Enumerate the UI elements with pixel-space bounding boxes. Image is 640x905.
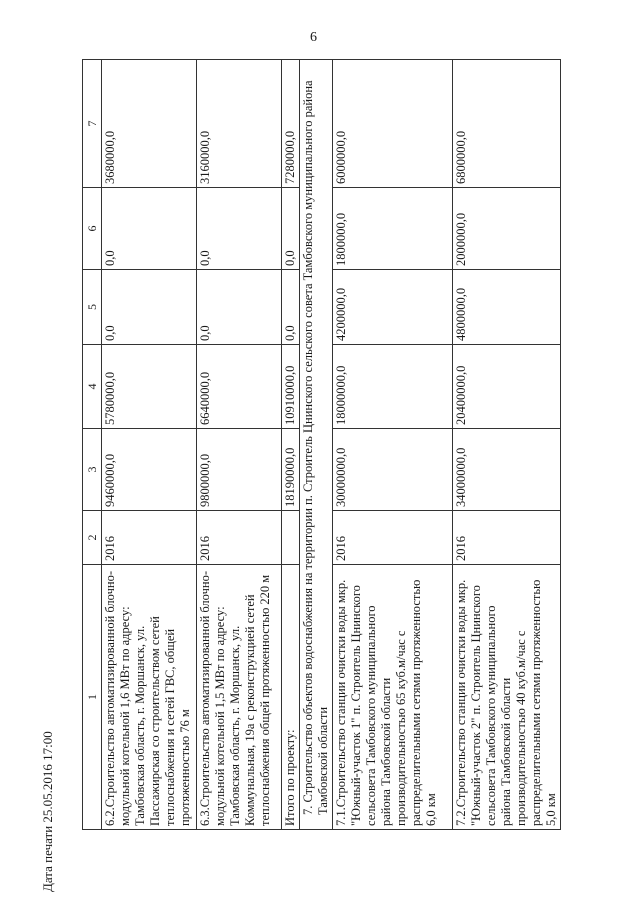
project-name: 6.2.Строительство автоматизированной блочно-модульной котельной 1,6 МВт по адресу: Тамбовская область, г. Моршанск, ул. Пассажирская со строительством сетей теплоснабжения и сетей ГВС, общей протяженностью 76 м xyxy=(102,565,197,830)
value: 0,0 xyxy=(197,270,282,345)
value: 5780000,0 xyxy=(102,345,197,429)
table-row xyxy=(197,60,282,830)
year: 2016 xyxy=(333,511,453,565)
header-row xyxy=(83,60,102,830)
value: 6800000,0 xyxy=(453,60,561,188)
table-row xyxy=(453,60,561,830)
print-date: Дата печати 25.05.2016 17:00 xyxy=(40,731,55,892)
value: 4800000,0 xyxy=(453,270,561,345)
page-number: 6 xyxy=(310,30,317,45)
value: 9460000,0 xyxy=(102,429,197,511)
value: 6640000,0 xyxy=(197,345,282,429)
value: 18000000,0 xyxy=(333,345,453,429)
value: 0,0 xyxy=(102,188,197,270)
value: 6000000,0 xyxy=(333,60,453,188)
value: 0,0 xyxy=(282,188,300,270)
year: 2016 xyxy=(453,511,561,565)
year xyxy=(282,511,300,565)
value: 3680000,0 xyxy=(102,60,197,188)
value: 34000000,0 xyxy=(453,429,561,511)
rotated-table-container xyxy=(82,60,622,830)
section-title: 7. Строительство объектов водоснабжения на территории п. Строитель Цнинского сельского совета Тамбовского муниципального района Тамбовской области xyxy=(300,60,333,830)
col-header: 2 xyxy=(83,511,102,565)
col-header: 7 xyxy=(83,60,102,188)
section-row xyxy=(300,60,333,830)
project-name: 7.2.Строительство станции очистки воды мкр. "Южный-участок 2" п. Строитель Цнинского сельсовета Тамбовского муниципального района Тамбовской области производительностью 40 куб.м/час с распределительными сетями протяженностью 5,0 км xyxy=(453,565,561,830)
col-header: 4 xyxy=(83,345,102,429)
value: 18190000,0 xyxy=(282,429,300,511)
value: 9800000,0 xyxy=(197,429,282,511)
value: 20400000,0 xyxy=(453,345,561,429)
project-name: 6.3.Строительство автоматизированной блочно-модульной котельной 1,5 МВт по адресу: Тамбовская область, г. Моршанск, ул. Коммунальная, 19а с реконструкцией сетей теплоснабжения общей протяженностью 220 м xyxy=(197,565,282,830)
value: 4200000,0 xyxy=(333,270,453,345)
value: 0,0 xyxy=(197,188,282,270)
data-table xyxy=(82,59,561,830)
value: 30000000,0 xyxy=(333,429,453,511)
value: 0,0 xyxy=(102,270,197,345)
value: 1800000,0 xyxy=(333,188,453,270)
value: 0,0 xyxy=(282,270,300,345)
value: 2000000,0 xyxy=(453,188,561,270)
year: 2016 xyxy=(197,511,282,565)
value: 3160000,0 xyxy=(197,60,282,188)
table-row xyxy=(333,60,453,830)
project-name: 7.1.Строительство станции очистки воды мкр. "Южный-участок 1" п. Строитель Цнинского сельсовета Тамбовского муниципального района Тамбовской области производительностью 65 куб.м/час с распределительными сетями протяженностью 6,0 км xyxy=(333,565,453,830)
col-header: 5 xyxy=(83,270,102,345)
table-row xyxy=(102,60,197,830)
total-row xyxy=(282,60,300,830)
col-header: 1 xyxy=(83,565,102,830)
col-header: 6 xyxy=(83,188,102,270)
value: 7280000,0 xyxy=(282,60,300,188)
col-header: 3 xyxy=(83,429,102,511)
total-label: Итого по проекту: xyxy=(282,565,300,830)
year: 2016 xyxy=(102,511,197,565)
value: 10910000,0 xyxy=(282,345,300,429)
